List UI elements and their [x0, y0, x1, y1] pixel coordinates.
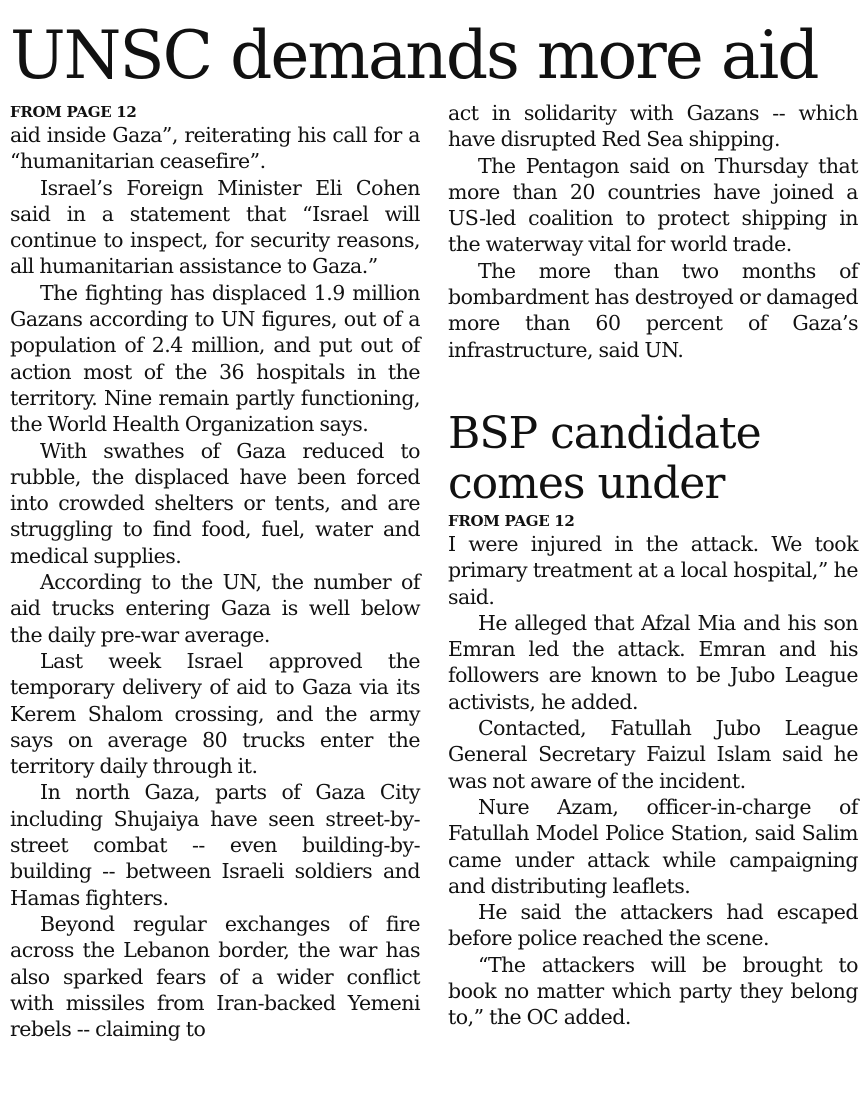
story1-paragraph: Israel’s Foreign Minister Eli Cohen said in a statement that “Israel will continue to inspect, for security reasons, all humanitarian assistance to Gaza.” — [10, 175, 420, 279]
story2-paragraph: He alleged that Afzal Mia and his son Emran led the attack. Emran and his followers are known to be Jubo League activists, he added. — [448, 610, 858, 714]
story2-headline: BSP candidate comes under — [448, 407, 761, 509]
story-separator — [448, 363, 858, 409]
story1-paragraph: The fighting has displaced 1.9 million Gazans according to UN figures, out of a population of 2.4 million, and put out of action most of the 36 hospitals in the territory. Nine remain partly functioning, the World Health Organization says. — [10, 280, 420, 437]
right-column — [448, 100, 858, 1031]
story1-paragraph: aid inside Gaza”, reiterating his call for a “humanitarian ceasefire”. — [10, 123, 420, 174]
story1-paragraph: The more than two months of bombardment has destroyed or damaged more than 60 percent of Gaza’s infrastructure, said UN. — [448, 258, 858, 362]
story1-paragraph: With swathes of Gaza reduced to rubble, the displaced have been forced into crowded shelters or tents, and are struggling to find food, fuel, water and medical supplies. — [10, 438, 420, 568]
story1-headline: UNSC demands more aid — [10, 17, 818, 94]
story2-paragraph: I were injured in the attack. We took primary treatment at a local hospital,” he said. — [448, 531, 858, 609]
story1-jump-line: FROM PAGE 12 — [10, 103, 137, 121]
story1-paragraph: The Pentagon said on Thursday that more than 20 countries have joined a US-led coalition to protect shipping in the waterway vital for world trade. — [448, 153, 858, 257]
story1-paragraph: Beyond regular exchanges of fire across the Lebanon border, the war has also sparked fears of a wider conflict with missiles from Iran-backed Yemeni rebels -- claiming to — [10, 911, 420, 1042]
story2-paragraph: “The attackers will be brought to book no matter which party they belong to,” the OC added. — [448, 952, 858, 1030]
story2-jump-line: FROM PAGE 12 — [448, 511, 575, 530]
story1-paragraph: Last week Israel approved the temporary delivery of aid to Gaza via its Kerem Shalom crossing, and the army says on average 80 trucks enter the territory daily through it. — [10, 648, 420, 779]
story2-paragraph: Contacted, Fatullah Jubo League General Secretary Faizul Islam said he was not aware of the incident. — [448, 716, 858, 793]
story1-paragraph: In north Gaza, parts of Gaza City including Shujaiya have seen street-by-street combat -- even building-by-building -- between Israeli soldiers and Hamas fighters. — [10, 780, 420, 910]
story1-paragraph: According to the UN, the number of aid trucks entering Gaza is well below the daily pre-war average. — [10, 570, 420, 647]
story2-paragraph: Nure Azam, officer-in-charge of Fatullah Model Police Station, said Salim came under attack while campaigning and distributing leaflets. — [448, 794, 858, 898]
story1-paragraph: act in solidarity with Gazans -- which have disrupted Red Sea shipping. — [448, 101, 858, 152]
story1-left-column — [10, 100, 420, 1042]
story2-paragraph: He said the attackers had escaped before police reached the scene. — [448, 900, 858, 951]
